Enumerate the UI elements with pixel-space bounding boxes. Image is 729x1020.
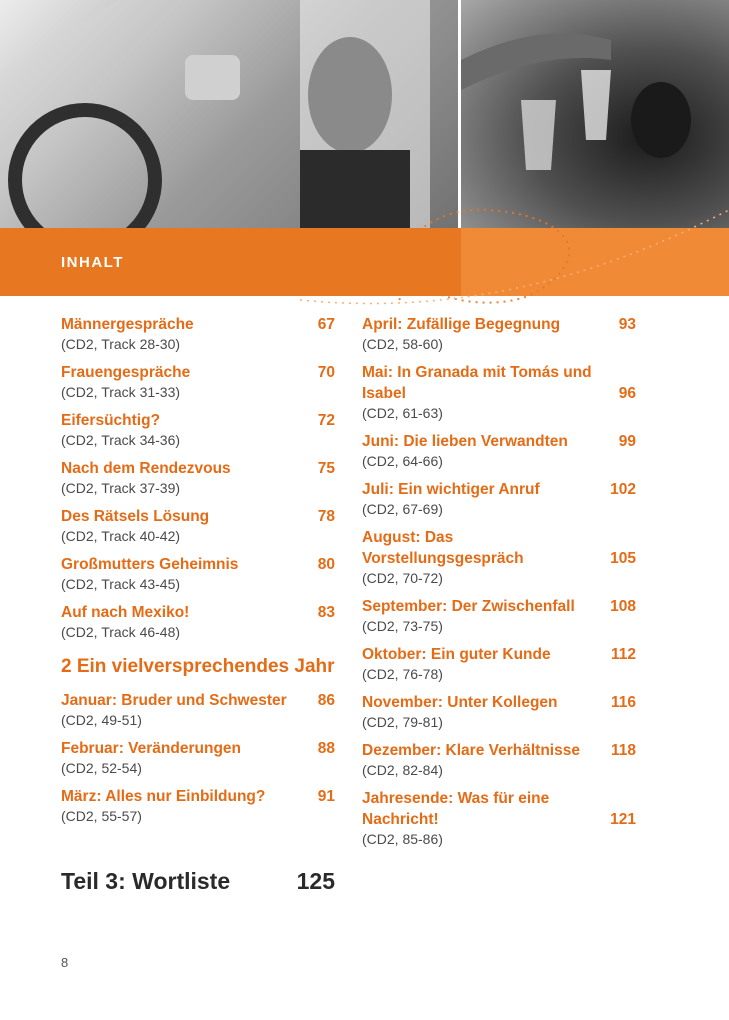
toc-entry-page: 116 (610, 694, 636, 711)
toc-entry-track-info: (CD2, Track 40-42) (61, 528, 181, 544)
toc-entry[interactable] (362, 479, 636, 519)
toc-entry-head (362, 314, 636, 335)
toc-entry-head (61, 738, 335, 759)
toc-entry[interactable] (61, 690, 335, 730)
toc-entry-title: Männergespräche (61, 316, 194, 333)
toc-entry-head (61, 554, 335, 575)
toc-entry-title: Oktober: Ein guter Kunde (362, 646, 551, 663)
toc-entry[interactable] (362, 788, 636, 849)
toc-entry[interactable] (362, 314, 636, 354)
toc-entry-page: 88 (317, 740, 335, 757)
toc-entry-title: November: Unter Kollegen (362, 694, 558, 711)
toc-entry-title: Frauengespräche (61, 364, 191, 381)
toc-entry-track-info: (CD2, 76-78) (362, 666, 443, 682)
header-band-tint (461, 228, 729, 296)
toc-entry-track-info: (CD2, 73-75) (362, 618, 443, 634)
toc-entry-head (362, 362, 636, 404)
toc-entry-title: Mai: In Granada mit Tomás und Isabel (362, 364, 592, 402)
toc-entry-track-info: (CD2, Track 46-48) (61, 624, 181, 640)
toc-entry-track-info: (CD2, 85-86) (362, 831, 443, 847)
toc-entry-page: 80 (317, 556, 335, 573)
toc-list-left (61, 314, 335, 642)
toc-entry-title: Eifersüchtig? (61, 412, 161, 429)
toc-entry-track-info: (CD2, 67-69) (362, 501, 443, 517)
toc-entry-title: Juni: Die lieben Verwandten (362, 433, 568, 450)
toc-entry-track-info: (CD2, 79-81) (362, 714, 443, 730)
toc-entry-title: Juli: Ein wichtiger Anruf (362, 481, 540, 498)
toc-entry-page: 86 (317, 692, 335, 709)
toc-entry-head (61, 602, 335, 623)
page-number: 8 (61, 955, 69, 970)
toc-entry-page: 75 (317, 460, 335, 477)
part3-entry[interactable] (61, 868, 335, 895)
toc-entry[interactable] (61, 458, 335, 498)
toc-entry[interactable] (61, 362, 335, 402)
toc-entry-page: 121 (610, 811, 636, 828)
toc-entry-title: Nach dem Rendezvous (61, 460, 231, 477)
toc-entry[interactable] (362, 596, 636, 636)
toc-list-section2 (61, 690, 335, 826)
toc-entry-head (61, 786, 335, 807)
toc-entry-head (362, 596, 636, 617)
toc-entry-page: 112 (610, 646, 636, 663)
toc-entry-head (362, 479, 636, 500)
toc-entry-page: 72 (317, 412, 335, 429)
toc-entry[interactable] (61, 410, 335, 450)
toc-entry-page: 91 (317, 788, 335, 805)
toc-entry-track-info: (CD2, 70-72) (362, 570, 443, 586)
toc-entry-track-info: (CD2, 64-66) (362, 453, 443, 469)
toc-entry-page: 78 (317, 508, 335, 525)
toc-entry-track-info: (CD2, Track 37-39) (61, 480, 181, 496)
toc-entry-page: 67 (317, 316, 335, 333)
toc-entry-head (362, 740, 636, 761)
toc-entry-head (61, 690, 335, 711)
toc-entry[interactable] (362, 740, 636, 780)
toasting-wine-glasses-photo (461, 0, 729, 228)
part3-page: 125 (296, 868, 335, 894)
toc-entry-page: 93 (618, 316, 636, 333)
toc-entry-page: 102 (610, 481, 636, 498)
toc-entry-page: 83 (317, 604, 335, 621)
toc-entry-track-info: (CD2, 52-54) (61, 760, 142, 776)
toc-entry-page: 99 (618, 433, 636, 450)
toc-entry-head (61, 506, 335, 527)
toc-entry[interactable] (61, 738, 335, 778)
toc-entry-title: August: Das Vorstellungsgespräch (362, 529, 524, 567)
toc-entry[interactable] (362, 692, 636, 732)
toc-entry[interactable] (61, 314, 335, 354)
toc-entry-title: April: Zufällige Begegnung (362, 316, 561, 333)
toc-list-right (362, 314, 636, 849)
toc-entry-title: Februar: Veränderungen (61, 740, 242, 757)
toc-entry-track-info: (CD2, 49-51) (61, 712, 142, 728)
toc-entry-title: Des Rätsels Lösung (61, 508, 210, 525)
toc-entry-track-info: (CD2, Track 43-45) (61, 576, 181, 592)
toc-entry-title: März: Alles nur Einbildung? (61, 788, 266, 805)
toc-entry-title: September: Der Zwischenfall (362, 598, 575, 615)
toc-entry-title: Dezember: Klare Verhältnisse (362, 742, 580, 759)
toc-entry[interactable] (362, 644, 636, 684)
toc-entry-head (61, 458, 335, 479)
contents-heading: INHALT (61, 254, 124, 271)
toc-entry-head (61, 362, 335, 383)
toc-entry-head (362, 644, 636, 665)
toc-entry[interactable] (362, 431, 636, 471)
toc-entry[interactable] (61, 786, 335, 826)
toc-entry-title: Großmutters Geheimnis (61, 556, 239, 573)
toc-entry[interactable] (61, 554, 335, 594)
toc-entry[interactable] (362, 362, 636, 423)
toc-entry-title: Auf nach Mexiko! (61, 604, 190, 621)
man-driving-car-photo (0, 0, 458, 228)
toc-entry-page: 108 (610, 598, 636, 615)
toc-entry-track-info: (CD2, 61-63) (362, 405, 443, 421)
toc-entry-page: 96 (618, 385, 636, 402)
toc-entry[interactable] (61, 602, 335, 642)
toc-entry[interactable] (61, 506, 335, 546)
toc-entry-track-info: (CD2, Track 34-36) (61, 432, 181, 448)
toc-entry[interactable] (362, 527, 636, 588)
toc-column-right (362, 314, 636, 857)
toc-entry-head (61, 314, 335, 335)
toc-entry-head (362, 431, 636, 452)
toc-entry-track-info: (CD2, Track 28-30) (61, 336, 181, 352)
toc-entry-track-info: (CD2, 55-57) (61, 808, 142, 824)
toc-entry-head (362, 527, 636, 569)
toc-entry-track-info: (CD2, Track 31-33) (61, 384, 181, 400)
toc-column-left (61, 314, 335, 834)
toc-entry-head (61, 410, 335, 431)
part3-title: Teil 3: Wortliste (61, 868, 231, 894)
section-heading: 2 Ein vielversprechendes Jahr (61, 656, 335, 677)
toc-entry-head (362, 788, 636, 830)
toc-entry-page: 105 (610, 550, 636, 567)
toc-entry-page: 70 (317, 364, 335, 381)
toc-entry-head (362, 692, 636, 713)
toc-entry-title: Januar: Bruder und Schwester (61, 692, 287, 709)
toc-entry-track-info: (CD2, 58-60) (362, 336, 443, 352)
toc-entry-page: 118 (610, 742, 636, 759)
toc-entry-title: Jahresende: Was für eine Nachricht! (362, 790, 550, 828)
toc-entry-track-info: (CD2, 82-84) (362, 762, 443, 778)
